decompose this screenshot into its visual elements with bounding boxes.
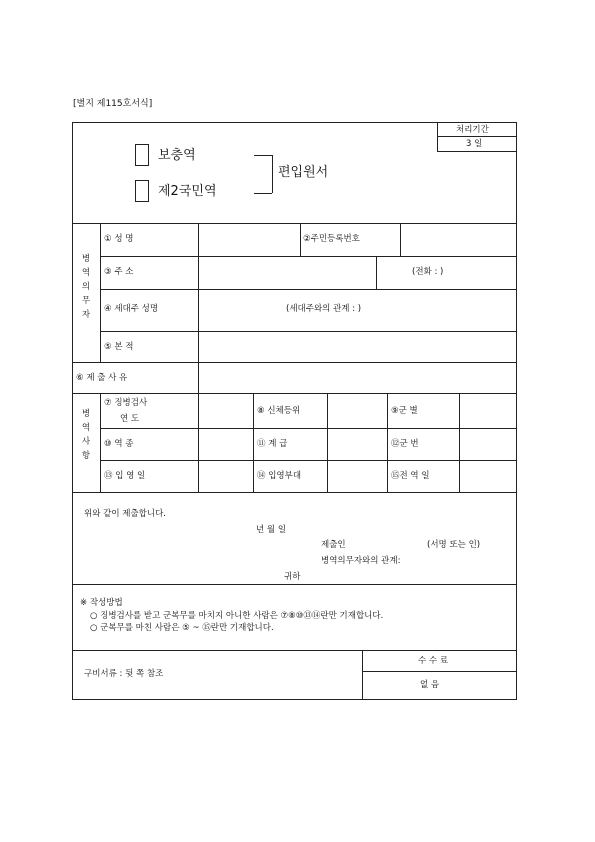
label-transfer-date: ⑮전 역 일 (391, 471, 430, 481)
recipient-label: 귀하 (284, 572, 301, 582)
checkbox-second-citizen[interactable] (135, 180, 149, 202)
relation-label: (세대주와의 관계 : ) (286, 304, 362, 314)
checkbox-supplementary[interactable] (135, 144, 149, 166)
army-field[interactable] (460, 394, 516, 427)
address-field[interactable] (199, 257, 375, 288)
fee-value: 없 음 (420, 680, 440, 690)
label-rank: ⑪ 계 급 (257, 439, 288, 449)
label-exam-year-2: 연 도 (120, 414, 140, 424)
section-obligor: 병역의무자 (81, 254, 91, 320)
option-label-supplementary: 보충역 (158, 148, 196, 163)
label-physical-grade: ⑧ 신체등위 (257, 406, 301, 416)
required-documents: 구비서류 : 뒷 쪽 참조 (84, 669, 164, 679)
reason-field[interactable] (199, 363, 516, 392)
fee-label: 수 수 료 (418, 656, 449, 666)
label-enlist-unit: ⑭ 입영부대 (257, 471, 302, 481)
form-title: 편입원서 (278, 165, 329, 180)
declaration-text: 위와 같이 제출합니다. (84, 509, 167, 519)
instructions-title: ※ 작성방법 (80, 598, 123, 608)
label-service-type: ⑩ 역 종 (104, 439, 134, 449)
label-army: ⑨군 별 (391, 406, 418, 416)
processing-value: 3 일 (466, 139, 483, 149)
label-branch: ⑫군 번 (391, 439, 419, 449)
domicile-field[interactable] (199, 332, 516, 361)
label-exam-year: ⑦ 징병검사 (104, 398, 148, 408)
sign-label: (서명 또는 인) (427, 540, 481, 550)
exam-year-field[interactable] (199, 394, 252, 427)
name-field[interactable] (199, 224, 299, 255)
label-householder: ④ 세대주 성명 (104, 304, 159, 314)
relation-obligor-label: 병역의무자와의 관계: (321, 556, 401, 566)
label-enlist-date: ⑬ 입 영 일 (104, 471, 146, 481)
instruction-item: ○ 징병검사를 받고 군복무를 마치지 아니한 사람은 ⑦⑧⑩⑬⑭란만 기재합니다. (90, 611, 384, 621)
submitter-label: 제출인 (321, 540, 346, 550)
label-reason: ⑥ 제 출 사 유 (76, 373, 128, 383)
form-number: [별지 제115호서식] (73, 99, 153, 109)
label-domicile: ⑤ 본 적 (104, 342, 134, 352)
instruction-item: ○ 군복무를 마친 사람은 ⑤ ~ ⑮란만 기재합니다. (90, 623, 274, 633)
label-name: ① 성 명 (104, 234, 134, 244)
processing-label: 처리기간 (456, 125, 489, 135)
label-address: ③ 주 소 (104, 267, 134, 277)
physical-grade-field[interactable] (328, 394, 386, 427)
resident-no-field[interactable] (401, 224, 516, 255)
declaration-date: 년 월 일 (256, 525, 287, 535)
section-military: 병역사항 (81, 409, 91, 461)
option-label-second-citizen: 제2국민역 (158, 184, 217, 199)
label-resident-no: ②주민등록번호 (303, 234, 360, 244)
phone-label: (전화 : ) (412, 267, 444, 277)
